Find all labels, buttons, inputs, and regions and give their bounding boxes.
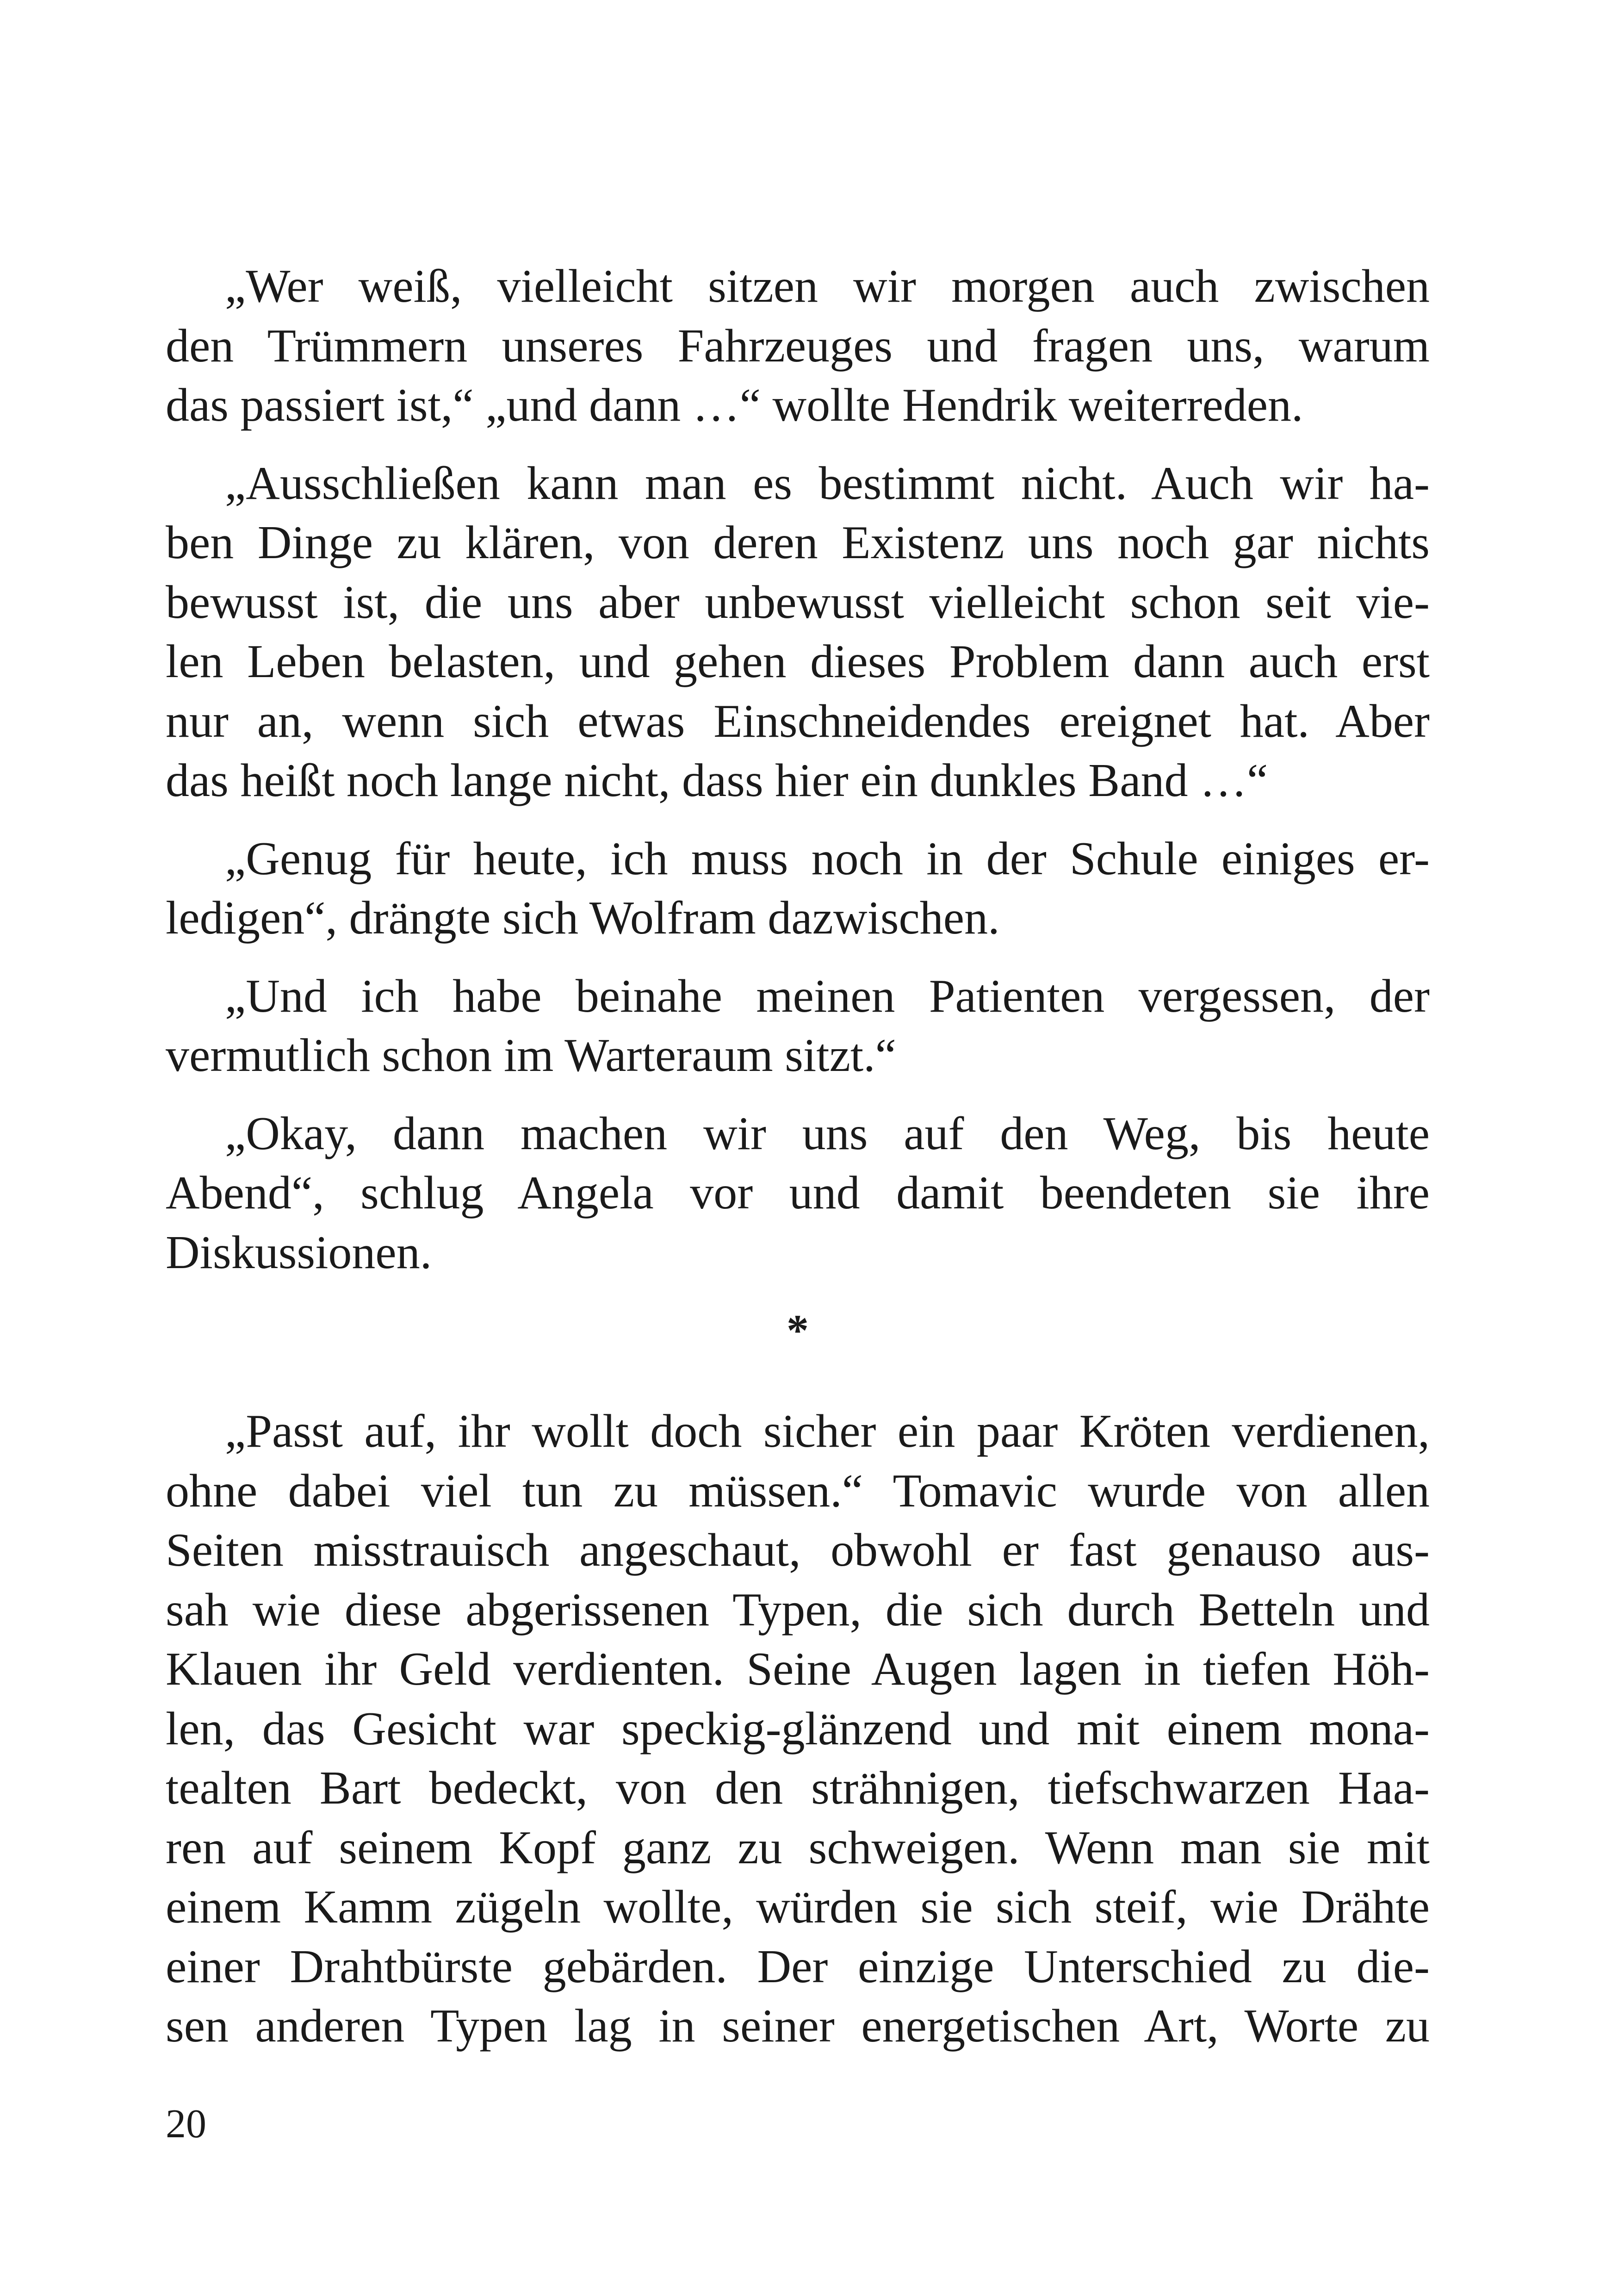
text-line: ohne dabei viel tun zu müssen.“ Tomavic wurde von allen: [166, 1464, 1430, 1517]
paragraph-4: [166, 967, 1430, 1086]
text-line: ben Dinge zu klären, von deren Existenz uns noch gar nichts: [166, 516, 1430, 569]
text-line: sen anderen Typen lag in seiner energetischen Art, Worte zu: [166, 2000, 1430, 2052]
text-line: len, das Gesicht war speckig-glänzend und mit einem mona-: [166, 1702, 1430, 1755]
text-line: „Wer weiß, vielleicht sitzen wir morgen auch zwischen: [225, 260, 1430, 312]
text-line: „Passt auf, ihr wollt doch sicher ein paar Kröten verdienen,: [225, 1405, 1430, 1457]
text-line: ren auf seinem Kopf ganz zu schweigen. Wenn man sie mit: [166, 1821, 1430, 1874]
paragraph-1: [166, 257, 1430, 436]
text-line: Seiten misstrauisch angeschaut, obwohl er fast genauso aus-: [166, 1524, 1430, 1576]
text-line: Abend“, schlug Angela vor und damit beendeten sie ihre: [166, 1167, 1430, 1219]
text-line: vermutlich schon im Warteraum sitzt.“: [166, 1029, 896, 1082]
text-line: „Okay, dann machen wir uns auf den Weg, bis heute: [225, 1107, 1430, 1160]
text-line: einem Kamm zügeln wollte, würden sie sich steif, wie Drähte: [166, 1881, 1430, 1933]
text-line: tealten Bart bedeckt, von den strähnigen, tiefschwarzen Haa-: [166, 1762, 1430, 1814]
text-line: ledigen“, drängte sich Wolfram dazwischen.: [166, 892, 1000, 944]
paragraph-5: [166, 1104, 1430, 1283]
section-separator: *: [787, 1306, 809, 1355]
text-line: nur an, wenn sich etwas Einschneidendes ereignet hat. Aber: [166, 695, 1430, 747]
text-line: das passiert ist,“ „und dann …“ wollte Hendrik weiterreden.: [166, 379, 1303, 431]
text-line: Klauen ihr Geld verdienten. Seine Augen lagen in tiefen Höh-: [166, 1643, 1430, 1695]
text-line: bewusst ist, die uns aber unbewusst vielleicht schon seit vie-: [166, 576, 1430, 628]
text-line: „Ausschließen kann man es bestimmt nicht. Auch wir ha-: [225, 457, 1430, 510]
paragraph-3: [166, 829, 1430, 948]
text-line: Diskussionen.: [166, 1226, 432, 1279]
page-number: 20: [166, 2102, 206, 2147]
text-line: einer Drahtbürste gebärden. Der einzige Unterschied zu die-: [166, 1940, 1430, 1993]
text-line: den Trümmern unseres Fahrzeuges und fragen uns, warum: [166, 319, 1430, 372]
text-line: das heißt noch lange nicht, dass hier ein dunkles Band …“: [166, 754, 1268, 807]
paragraph-6: [166, 1402, 1430, 2056]
paragraph-2: [166, 454, 1430, 811]
page-body: [166, 257, 1430, 2056]
text-line: „Genug für heute, ich muss noch in der Schule einiges er-: [225, 832, 1430, 885]
text-line: „Und ich habe beinahe meinen Patienten vergessen, der: [225, 970, 1430, 1022]
text-line: sah wie diese abgerissenen Typen, die sich durch Betteln und: [166, 1583, 1430, 1636]
text-line: len Leben belasten, und gehen dieses Problem dann auch erst: [166, 635, 1430, 688]
